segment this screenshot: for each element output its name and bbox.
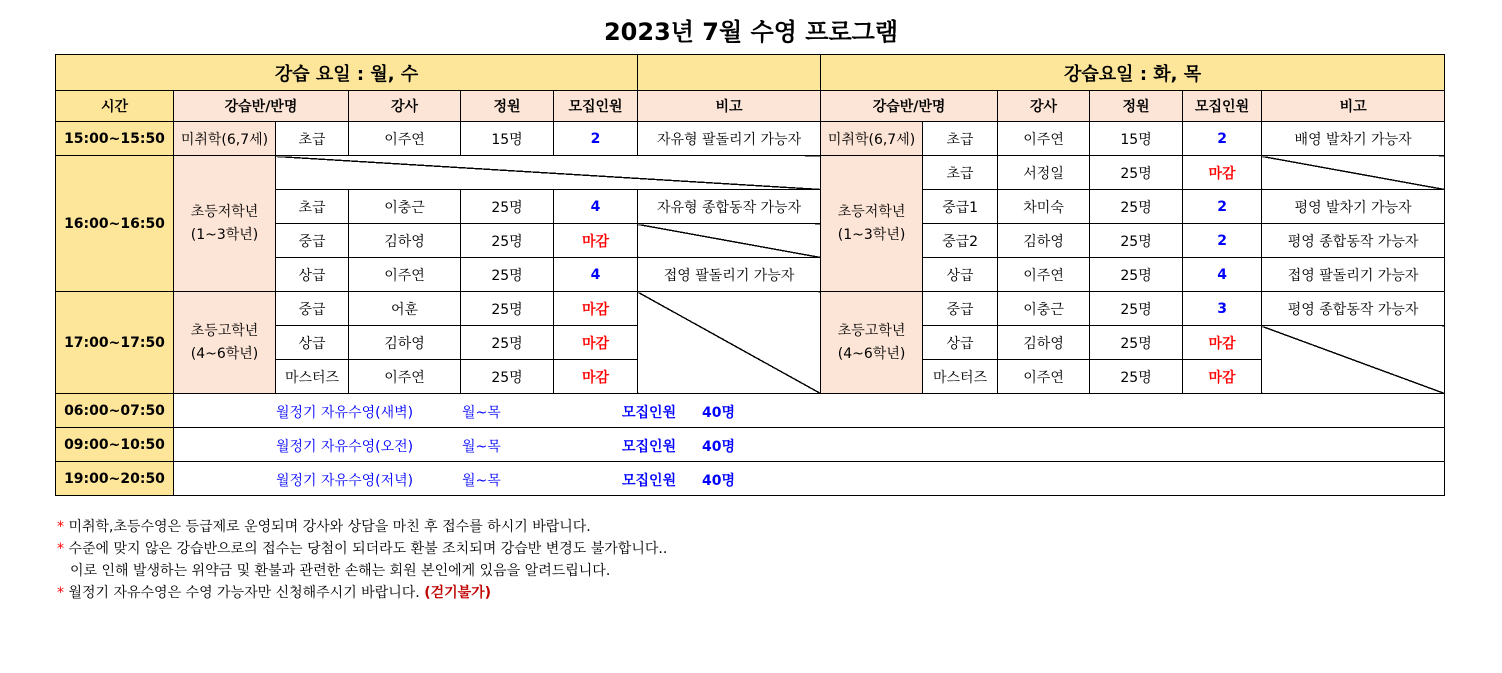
- note-line: [57, 538, 667, 560]
- level-cell: 초급: [923, 156, 998, 190]
- page-title: 2023년 7월 수영 프로그램: [603, 18, 899, 46]
- note-cell: 자유형 팔돌리기 가능자: [638, 122, 821, 156]
- right-day-header: 강습요일 : 화, 목: [821, 55, 1445, 91]
- note-cell: 평영 발차기 가능자: [1262, 190, 1445, 224]
- teacher-cell: 서정일: [998, 156, 1090, 190]
- capacity-cell: 25명: [1090, 258, 1183, 292]
- free-swim-row: [174, 394, 1445, 428]
- capacity-cell: 25명: [461, 190, 554, 224]
- free-swim-days: 월~목: [462, 439, 501, 455]
- teacher-cell: 이주연: [349, 122, 461, 156]
- capacity-cell: 25명: [1090, 360, 1183, 394]
- col-recruit: 모집인원: [554, 91, 638, 122]
- level-cell: 초급: [276, 190, 349, 224]
- recruit-cell: 2: [1183, 224, 1262, 258]
- teacher-cell: 김하영: [349, 224, 461, 258]
- header-spacer: [638, 55, 821, 91]
- level-cell: 중급: [923, 292, 998, 326]
- level-cell: 상급: [276, 326, 349, 360]
- col-capacity: 정원: [1090, 91, 1183, 122]
- free-swim-row: [174, 462, 1445, 496]
- level-cell: 상급: [923, 258, 998, 292]
- note-cell: 배영 발차기 가능자: [1262, 122, 1445, 156]
- time-cell: 09:00~10:50: [56, 428, 174, 462]
- group-cell: 미취학(6,7세): [821, 122, 923, 156]
- note-cell: 접영 팔돌리기 가능자: [1262, 258, 1445, 292]
- teacher-cell: 김하영: [349, 326, 461, 360]
- capacity-cell: 25명: [1090, 156, 1183, 190]
- capacity-cell: 25명: [461, 326, 554, 360]
- col-teacher: 강사: [998, 91, 1090, 122]
- free-swim-label: 모집인원: [622, 405, 677, 421]
- level-cell: 중급: [276, 292, 349, 326]
- capacity-cell: 15명: [461, 122, 554, 156]
- level-cell: 중급: [276, 224, 349, 258]
- notes-section: [57, 516, 667, 604]
- recruit-cell: 4: [554, 258, 638, 292]
- free-swim-row: [174, 428, 1445, 462]
- recruit-cell: 마감: [1183, 326, 1262, 360]
- free-swim-name: 월정기 자유수영(저녁): [276, 473, 414, 489]
- free-swim-name: 월정기 자유수영(오전): [276, 439, 414, 455]
- group-cell: 초등저학년 (1~3학년): [174, 156, 276, 292]
- time-cell: 17:00~17:50: [56, 292, 174, 394]
- level-cell: 초급: [923, 122, 998, 156]
- col-note: 비고: [1262, 91, 1445, 122]
- empty-slash-cell: [1262, 326, 1445, 394]
- free-swim-name: 월정기 자유수영(새벽): [276, 405, 414, 421]
- note-cell: 평영 종합동작 가능자: [1262, 224, 1445, 258]
- recruit-cell: 3: [1183, 292, 1262, 326]
- note-warning: (걷기불가): [424, 585, 492, 601]
- recruit-cell: 4: [554, 190, 638, 224]
- note-text: 수준에 맞지 않은 강습반으로의 접수는 당첨이 되더라도 환불 조치되며 강습반 변경도 불가합니다..: [68, 541, 668, 557]
- recruit-cell: 마감: [1183, 156, 1262, 190]
- capacity-cell: 15명: [1090, 122, 1183, 156]
- recruit-cell: 2: [1183, 190, 1262, 224]
- col-capacity: 정원: [461, 91, 554, 122]
- free-swim-count: 40명: [702, 439, 736, 455]
- capacity-cell: 25명: [1090, 190, 1183, 224]
- teacher-cell: 이충근: [349, 190, 461, 224]
- capacity-cell: 25명: [461, 224, 554, 258]
- col-note: 비고: [638, 91, 821, 122]
- recruit-cell: 2: [554, 122, 638, 156]
- teacher-cell: 이주연: [349, 360, 461, 394]
- capacity-cell: 25명: [461, 360, 554, 394]
- empty-slash-cell: [1262, 156, 1445, 190]
- schedule-table: [55, 54, 1445, 496]
- group-cell: 초등고학년 (4~6학년): [821, 292, 923, 394]
- note-cell: 평영 종합동작 가능자: [1262, 292, 1445, 326]
- recruit-cell: 마감: [554, 360, 638, 394]
- free-swim-days: 월~목: [462, 405, 501, 421]
- capacity-cell: 25명: [1090, 224, 1183, 258]
- recruit-cell: 4: [1183, 258, 1262, 292]
- level-cell: 중급2: [923, 224, 998, 258]
- level-cell: 상급: [276, 258, 349, 292]
- group-cell: 초등고학년 (4~6학년): [174, 292, 276, 394]
- recruit-cell: 마감: [1183, 360, 1262, 394]
- level-cell: 초급: [276, 122, 349, 156]
- time-cell: 15:00~15:50: [56, 122, 174, 156]
- teacher-cell: 차미숙: [998, 190, 1090, 224]
- free-swim-days: 월~목: [462, 473, 501, 489]
- level-cell: 중급1: [923, 190, 998, 224]
- empty-slash-cell: [276, 156, 821, 190]
- teacher-cell: 이주연: [349, 258, 461, 292]
- note-text: 이로 인해 발생하는 위약금 및 환불과 관련한 손해는 회원 본인에게 있음을 알려드립니다.: [70, 563, 611, 579]
- time-cell: 19:00~20:50: [56, 462, 174, 496]
- teacher-cell: 이충근: [998, 292, 1090, 326]
- capacity-cell: 25명: [1090, 292, 1183, 326]
- capacity-cell: 25명: [461, 292, 554, 326]
- teacher-cell: 이주연: [998, 360, 1090, 394]
- group-cell: 미취학(6,7세): [174, 122, 276, 156]
- teacher-cell: 이주연: [998, 258, 1090, 292]
- recruit-cell: 2: [1183, 122, 1262, 156]
- capacity-cell: 25명: [461, 258, 554, 292]
- teacher-cell: 이주연: [998, 122, 1090, 156]
- note-star: *: [57, 541, 64, 557]
- free-swim-label: 모집인원: [622, 473, 677, 489]
- note-line: [57, 516, 667, 538]
- free-swim-count: 40명: [702, 405, 736, 421]
- col-class: 강습반/반명: [174, 91, 349, 122]
- note-text: 미취학,초등수영은 등급제로 운영되며 강사와 상담을 마친 후 접수를 하시기 바랍니다.: [68, 519, 591, 535]
- note-line: [57, 582, 667, 604]
- empty-slash-cell: [638, 292, 821, 394]
- note-star: *: [57, 519, 64, 535]
- note-cell: 접영 팔돌리기 가능자: [638, 258, 821, 292]
- teacher-cell: 김하영: [998, 326, 1090, 360]
- level-cell: 마스터즈: [923, 360, 998, 394]
- free-swim-count: 40명: [702, 473, 736, 489]
- free-swim-label: 모집인원: [622, 439, 677, 455]
- time-cell: 16:00~16:50: [56, 156, 174, 292]
- teacher-cell: 어훈: [349, 292, 461, 326]
- note-cell: 자유형 종합동작 가능자: [638, 190, 821, 224]
- group-cell: 초등저학년 (1~3학년): [821, 156, 923, 292]
- recruit-cell: 마감: [554, 224, 638, 258]
- col-class: 강습반/반명: [821, 91, 998, 122]
- col-time: 시간: [56, 91, 174, 122]
- left-day-header: 강습 요일 : 월, 수: [56, 55, 638, 91]
- level-cell: 상급: [923, 326, 998, 360]
- note-text: 월정기 자유수영은 수영 가능자만 신청해주시기 바랍니다.: [68, 585, 420, 601]
- col-recruit: 모집인원: [1183, 91, 1262, 122]
- note-star: *: [57, 585, 64, 601]
- recruit-cell: 마감: [554, 292, 638, 326]
- teacher-cell: 김하영: [998, 224, 1090, 258]
- time-cell: 06:00~07:50: [56, 394, 174, 428]
- level-cell: 마스터즈: [276, 360, 349, 394]
- col-teacher: 강사: [349, 91, 461, 122]
- capacity-cell: 25명: [1090, 326, 1183, 360]
- recruit-cell: 마감: [554, 326, 638, 360]
- note-line: [57, 560, 667, 582]
- empty-slash-cell: [638, 224, 821, 258]
